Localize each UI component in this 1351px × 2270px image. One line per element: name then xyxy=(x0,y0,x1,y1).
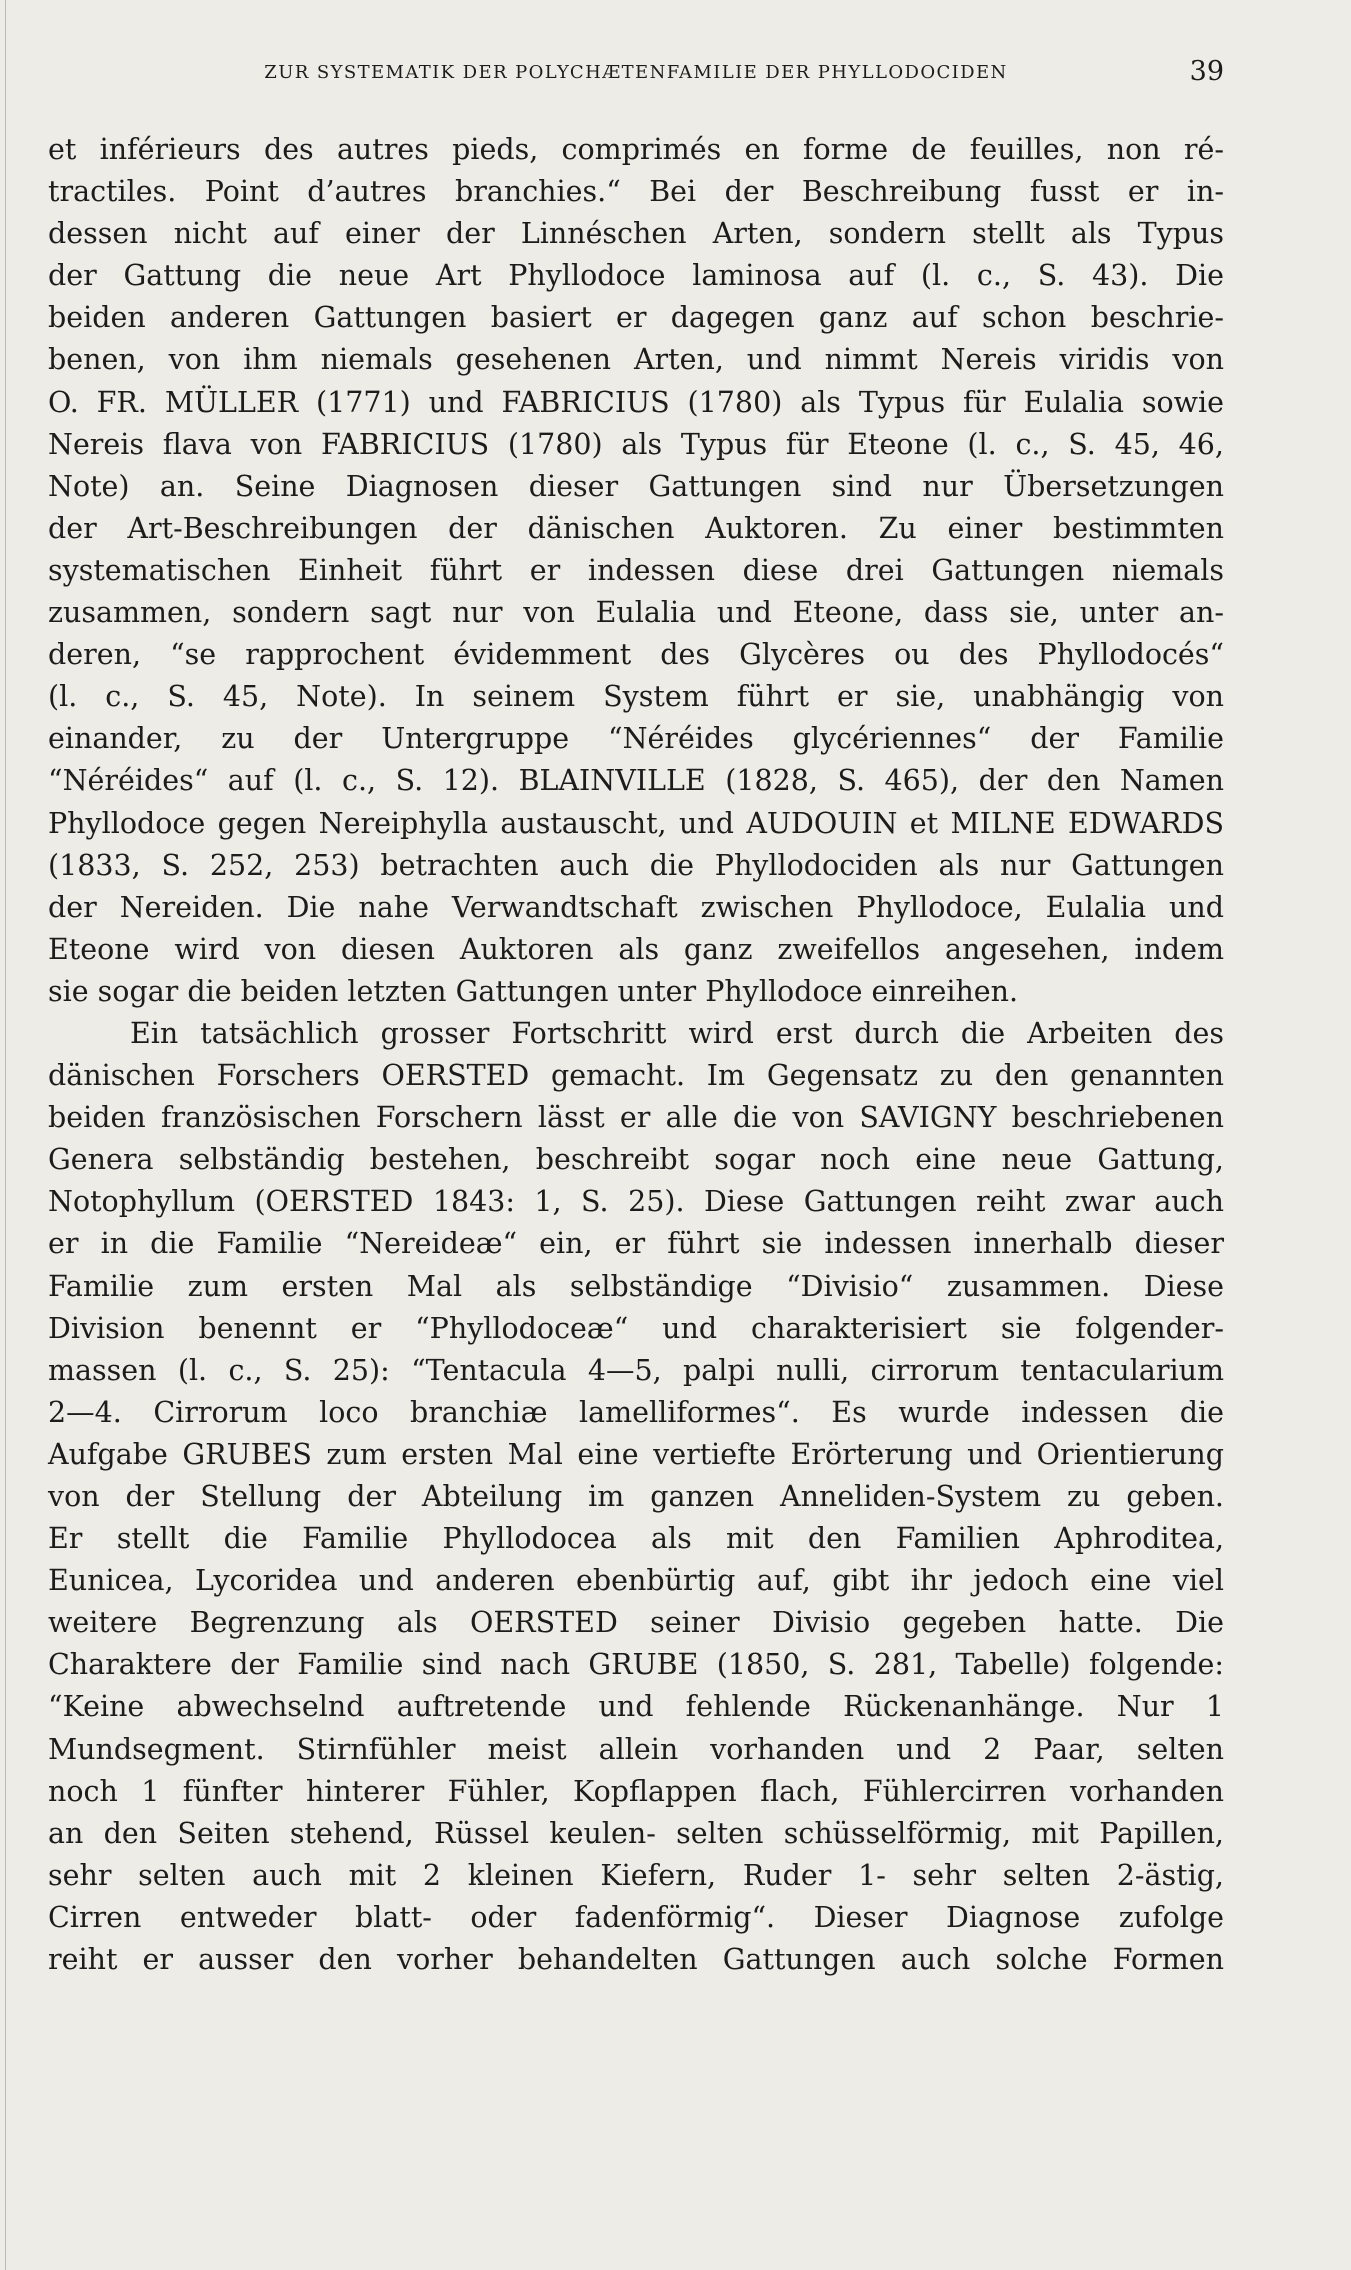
text-line: tractiles. Point d’autres branchies.“ Bei der Beschreibung fusst er in- xyxy=(48,175,1224,209)
text-line: er in die Familie “Nereideæ“ ein, er führt sie indessen innerhalb dieser xyxy=(48,1227,1224,1261)
text-line: (1833, S. 252, 253) betrachten auch die Phyllodociden als nur Gattungen xyxy=(48,848,1224,882)
text-line: sie sogar die beiden letzten Gattungen unter Phyllodoce einreihen. xyxy=(48,974,1019,1008)
text-line: reiht er ausser den vorher behandelten Gattungen auch solche Formen xyxy=(48,1943,1224,1977)
text-line: weitere Begrenzung als OERSTED seiner Divisio gegeben hatte. Die xyxy=(48,1606,1224,1640)
page-edge-rule xyxy=(5,0,6,2270)
text-line: dessen nicht auf einer der Linnéschen Arten, sondern stellt als Typus xyxy=(48,217,1224,251)
text-line: beiden anderen Gattungen basiert er dagegen ganz auf schon beschrie- xyxy=(48,301,1224,335)
text-line: systematischen Einheit führt er indessen diese drei Gattungen niemals xyxy=(48,553,1224,587)
text-line: Mundsegment. Stirnfühler meist allein vorhanden und 2 Paar, selten xyxy=(48,1732,1224,1766)
text-line: Genera selbständig bestehen, beschreibt sogar noch eine neue Gattung, xyxy=(48,1143,1224,1177)
running-head: ZUR SYSTEMATIK DER POLYCHÆTENFAMILIE DER PHYLLODOCIDEN xyxy=(264,62,1008,83)
text-line: der Gattung die neue Art Phyllodoce laminosa auf (l. c., S. 43). Die xyxy=(48,259,1224,293)
text-line: Nereis flava von FABRICIUS (1780) als Typus für Eteone (l. c., S. 45, 46, xyxy=(48,427,1224,461)
text-line: noch 1 fünfter hinterer Fühler, Kopflappen flach, Fühlercirren vorhanden xyxy=(48,1774,1224,1808)
text-line: beiden französischen Forschern lässt er alle die von SAVIGNY beschriebenen xyxy=(48,1101,1224,1135)
text-line: einander, zu der Untergruppe “Néréides glycériennes“ der Familie xyxy=(48,722,1224,756)
text-line: benen, von ihm niemals gesehenen Arten, und nimmt Nereis viridis von xyxy=(48,343,1224,377)
body-text xyxy=(48,129,1224,1981)
text-line: dänischen Forschers OERSTED gemacht. Im Gegensatz zu den genannten xyxy=(48,1059,1224,1093)
text-line: massen (l. c., S. 25): “Tentacula 4—5, palpi nulli, cirrorum tentacularium xyxy=(48,1353,1224,1387)
text-line: von der Stellung der Abteilung im ganzen Anneliden-System zu geben. xyxy=(48,1480,1224,1513)
text-line: Ein tatsächlich grosser Fortschritt wird erst durch die Arbeiten des xyxy=(130,1016,1224,1050)
text-line: “Keine abwechselnd auftretende und fehlende Rückenanhänge. Nur 1 xyxy=(48,1690,1224,1724)
text-line: der Nereiden. Die nahe Verwandtschaft zwischen Phyllodoce, Eulalia und xyxy=(48,890,1224,924)
text-line: Charaktere der Familie sind nach GRUBE (1850, S. 281, Tabelle) folgende: xyxy=(48,1648,1224,1682)
text-line: Familie zum ersten Mal als selbständige “Divisio“ zusammen. Diese xyxy=(48,1269,1224,1303)
page-number: 39 xyxy=(1189,56,1224,87)
page-header xyxy=(48,54,1224,94)
text-line: Eteone wird von diesen Auktoren als ganz zweifellos angesehen, indem xyxy=(48,932,1224,966)
text-line: Cirren entweder blatt- oder fadenförmig“. Dieser Diagnose zufolge xyxy=(48,1900,1224,1934)
text-line: Phyllodoce gegen Nereiphylla austauscht, und AUDOUIN et MILNE EDWARDS xyxy=(48,806,1224,840)
text-line: sehr selten auch mit 2 kleinen Kiefern, Ruder 1- sehr selten 2-ästig, xyxy=(48,1858,1224,1892)
text-line: an den Seiten stehend, Rüssel keulen- selten schüsselförmig, mit Papillen, xyxy=(48,1816,1224,1850)
text-line: Aufgabe GRUBES zum ersten Mal eine vertiefte Erörterung und Orientierung xyxy=(48,1437,1224,1471)
text-line: Er stellt die Familie Phyllodocea als mit den Familien Aphroditea, xyxy=(48,1522,1224,1556)
text-line: der Art-Beschreibungen der dänischen Auktoren. Zu einer bestimmten xyxy=(48,511,1224,545)
text-line: Eunicea, Lycoridea und anderen ebenbürtig auf, gibt ihr jedoch eine viel xyxy=(48,1564,1224,1598)
text-line: deren, “se rapprochent évidemment des Glycères ou des Phyllodocés“ xyxy=(48,638,1224,672)
text-line: zusammen, sondern sagt nur von Eulalia und Eteone, dass sie, unter an- xyxy=(48,596,1224,630)
text-line: O. FR. MÜLLER (1771) und FABRICIUS (1780) als Typus für Eulalia sowie xyxy=(48,385,1224,419)
text-line: 2—4. Cirrorum loco branchiæ lamelliformes“. Es wurde indessen die xyxy=(48,1395,1224,1429)
text-line: et inférieurs des autres pieds, comprimés en forme de feuilles, non ré- xyxy=(48,133,1224,166)
text-line: Division benennt er “Phyllodoceæ“ und charakterisiert sie folgender- xyxy=(48,1311,1224,1345)
text-line: Notophyllum (OERSTED 1843: 1, S. 25). Diese Gattungen reiht zwar auch xyxy=(48,1185,1224,1219)
text-line: “Néréides“ auf (l. c., S. 12). BLAINVILLE (1828, S. 465), der den Namen xyxy=(48,764,1224,798)
text-line: Note) an. Seine Diagnosen dieser Gattungen sind nur Übersetzungen xyxy=(48,469,1224,503)
text-line: (l. c., S. 45, Note). In seinem System führt er sie, unabhängig von xyxy=(48,680,1224,714)
